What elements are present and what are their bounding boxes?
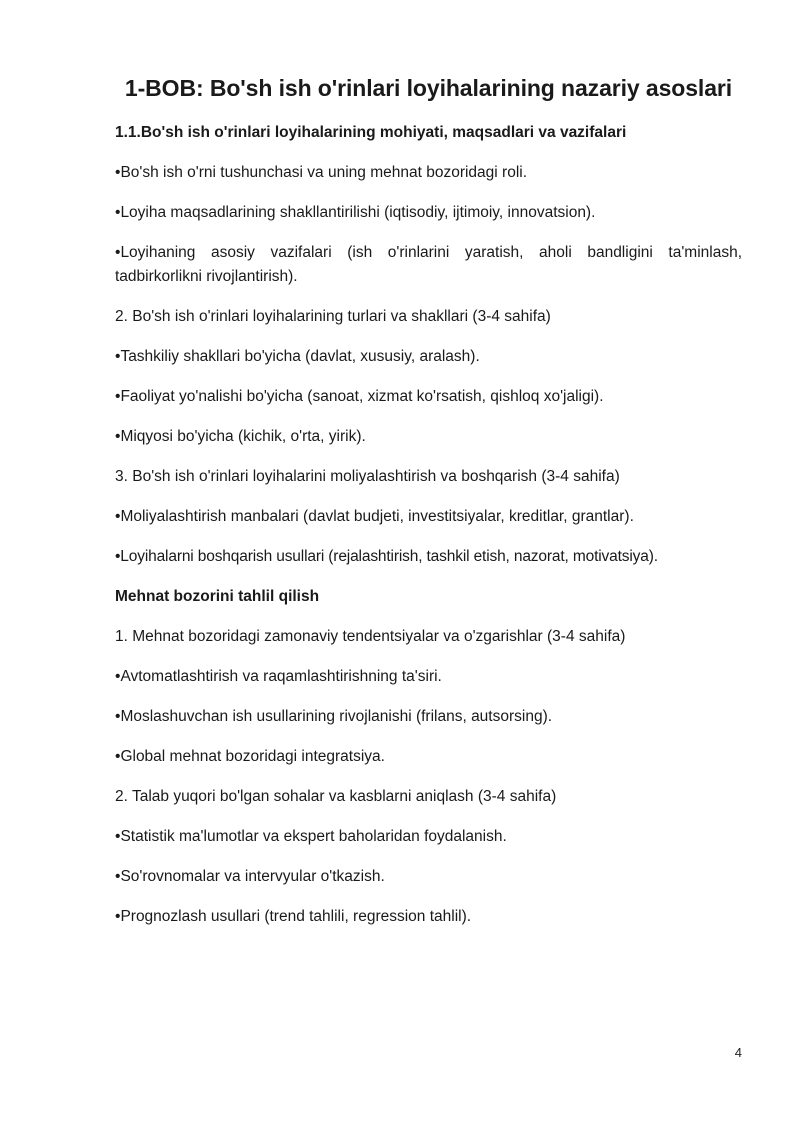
bullet-text: Bo'sh ish o'rni tushunchasi va uning mehnat bozoridagi roli.	[120, 164, 528, 181]
bullet-item	[115, 825, 742, 849]
section-heading	[115, 121, 742, 145]
bullet-text: Tashkiliy shakllari bo'yicha (davlat, xususiy, aralash).	[120, 348, 480, 365]
page-title: 1-BOB: Bo'sh ish o'rinlari loyihalarining nazariy asoslari	[124, 75, 733, 101]
bullet-item	[115, 241, 742, 289]
bullet-icon: •	[115, 204, 121, 221]
bullet-icon: •	[115, 388, 121, 405]
bullet-item	[115, 161, 742, 185]
bullet-text: Moliyalashtirish manbalari (davlat budjeti, investitsiyalar, kreditlar, grantlar).	[120, 508, 634, 525]
bullet-item	[115, 665, 742, 689]
bullet-item	[115, 545, 742, 569]
numbered-item	[115, 465, 742, 489]
numbered-item-text: 2. Bo'sh ish o'rinlari loyihalarining turlari va shakllari (3-4 sahifa)	[115, 308, 551, 325]
bullet-icon: •	[115, 708, 121, 725]
bullet-item	[115, 745, 742, 769]
bullet-item	[115, 201, 742, 225]
section-heading	[115, 585, 742, 609]
bullet-text: Loyiha maqsadlarining shakllantirilishi (iqtisodiy, ijtimoiy, innovatsion).	[120, 204, 596, 221]
bullet-icon: •	[115, 908, 121, 925]
numbered-item-text: 1. Mehnat bozoridagi zamonaviy tendentsiyalar va o'zgarishlar (3-4 sahifa)	[115, 628, 626, 645]
bullet-text: Miqyosi bo'yicha (kichik, o'rta, yirik).	[120, 428, 366, 445]
bullet-text: Avtomatlashtirish va raqamlashtirishning ta'siri.	[120, 668, 442, 685]
bullet-icon: •	[115, 348, 121, 365]
numbered-item	[115, 785, 742, 809]
bullet-text: Statistik ma'lumotlar va ekspert baholaridan foydalanish.	[120, 828, 507, 845]
bullet-icon: •	[115, 244, 121, 261]
bullet-icon: •	[115, 828, 121, 845]
bullet-icon: •	[115, 668, 121, 685]
bullet-icon: •	[115, 868, 121, 885]
bullet-text: Loyihalarni boshqarish usullari (rejalashtirish, tashkil etish, nazorat, motivatsiya).	[120, 548, 658, 565]
bullet-icon: •	[115, 508, 121, 525]
bullet-item	[115, 705, 742, 729]
bullet-text: Moslashuvchan ish usullarining rivojlanishi (frilans, autsorsing).	[120, 708, 553, 725]
bullet-text: Loyihaning asosiy vazifalari (ish o'rinlarini yaratish, aholi bandligini ta'minlash, tadbirkorlikni rivojlantirish).	[115, 244, 742, 285]
section-heading-text: 1.1.Bo'sh ish o'rinlari loyihalarining mohiyati, maqsadlari va vazifalari	[115, 124, 627, 141]
bullet-item	[115, 345, 742, 369]
bullet-icon: •	[115, 164, 121, 181]
bullet-text: Prognozlash usullari (trend tahlili, regression tahlil).	[120, 908, 472, 925]
bullet-icon: •	[115, 748, 121, 765]
numbered-item-text: 2. Talab yuqori bo'lgan sohalar va kasblarni aniqlash (3-4 sahifa)	[115, 788, 557, 805]
bullet-item	[115, 385, 742, 409]
numbered-item-text: 3. Bo'sh ish o'rinlari loyihalarini moliyalashtirish va boshqarish (3-4 sahifa)	[115, 468, 620, 485]
bullet-text: So'rovnomalar va intervyular o'tkazish.	[120, 868, 385, 885]
bullet-icon: •	[115, 428, 121, 445]
page-number: 4	[734, 1045, 742, 1060]
bullet-text: Global mehnat bozoridagi integratsiya.	[120, 748, 385, 765]
bullet-item	[115, 505, 742, 529]
bullet-item	[115, 865, 742, 889]
bullet-text: Faoliyat yo'nalishi bo'yicha (sanoat, xizmat ko'rsatish, qishloq xo'jaligi).	[120, 388, 604, 405]
bullet-item	[115, 905, 742, 929]
numbered-item	[115, 305, 742, 329]
bullet-item	[115, 425, 742, 449]
bullet-icon: •	[115, 548, 121, 565]
numbered-item	[115, 625, 742, 649]
section-heading-text: Mehnat bozorini tahlil qilish	[115, 588, 320, 605]
